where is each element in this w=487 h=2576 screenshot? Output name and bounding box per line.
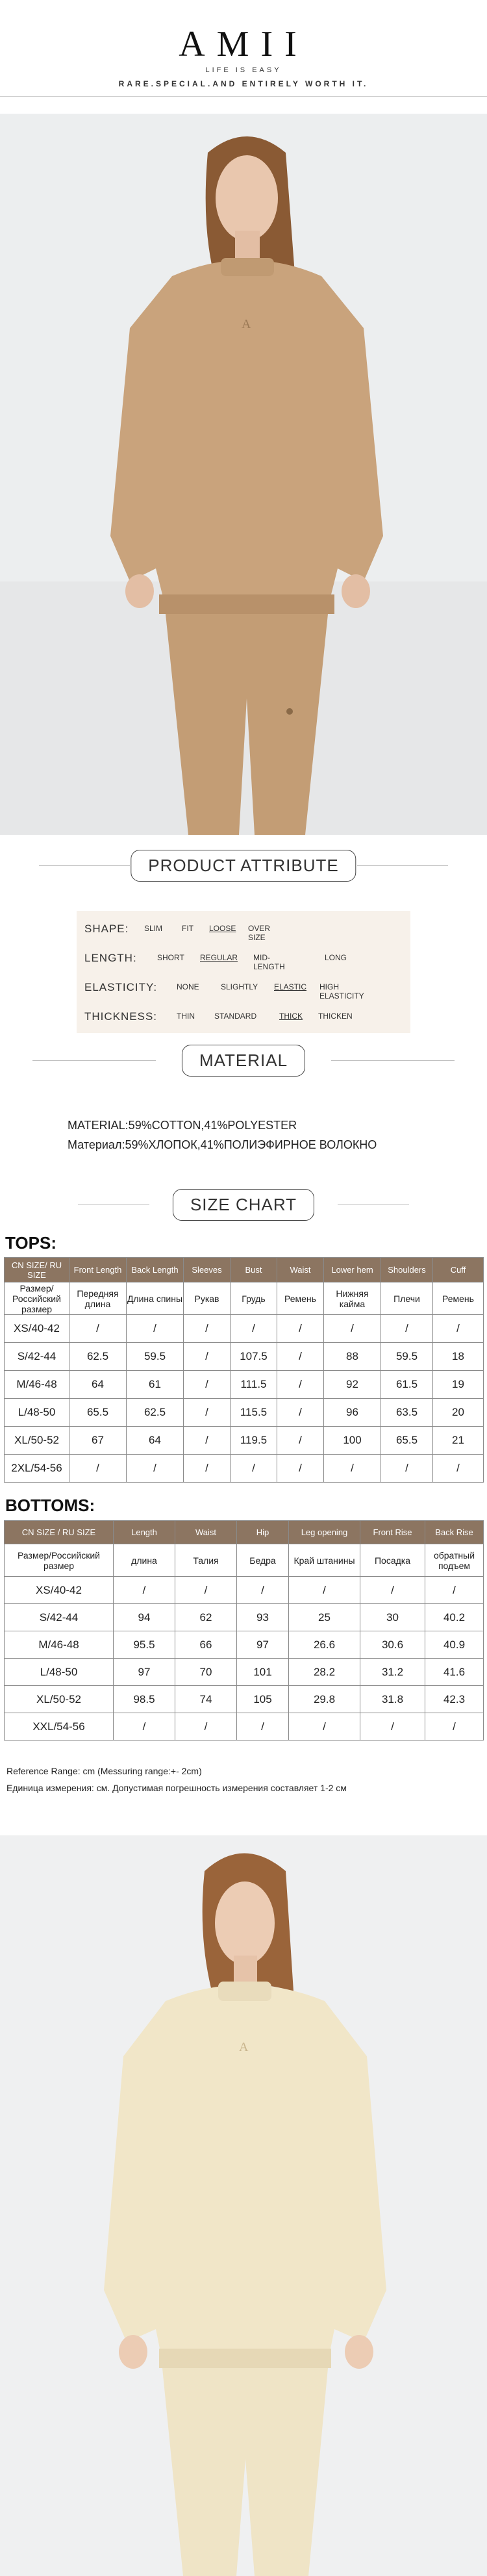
attr-elasticity-option: HIGH ELASTICITY <box>319 982 364 1001</box>
table-cell: 41.6 <box>425 1659 484 1686</box>
bottoms-ru-col: Посадка <box>360 1544 425 1577</box>
brand-header <box>0 0 487 97</box>
table-cell: / <box>433 1315 484 1343</box>
table-cell: 63.5 <box>381 1399 433 1427</box>
table-cell: / <box>277 1399 324 1427</box>
table-cell: / <box>175 1577 237 1604</box>
title-rule-left <box>32 1060 156 1061</box>
table-cell: / <box>184 1315 231 1343</box>
table-cell: 92 <box>324 1371 381 1399</box>
table-cell: 65.5 <box>69 1399 127 1427</box>
table-cell: L/48-50 <box>5 1659 114 1686</box>
table-cell: 97 <box>114 1659 175 1686</box>
table-cell: 100 <box>324 1427 381 1455</box>
tops-ru-col: Длина спины <box>127 1282 184 1315</box>
table-row <box>5 1399 484 1427</box>
bottoms-heading: BOTTOMS: <box>5 1496 95 1515</box>
table-cell: 94 <box>114 1604 175 1631</box>
table-row <box>5 1371 484 1399</box>
bottoms-size-table <box>4 1520 484 1741</box>
attr-shape-option: OVER SIZE <box>248 924 271 942</box>
tops-ru-col: Нижняя кайма <box>324 1282 381 1315</box>
table-cell: M/46-48 <box>5 1371 69 1399</box>
bottoms-ru-size-label: Размер/Российский размер <box>5 1544 114 1577</box>
table-cell: / <box>277 1455 324 1483</box>
table-cell: S/42-44 <box>5 1343 69 1371</box>
table-cell: 98.5 <box>114 1686 175 1713</box>
table-cell: / <box>277 1343 324 1371</box>
tops-ru-col: Ремень <box>277 1282 324 1315</box>
table-cell: 20 <box>433 1399 484 1427</box>
attr-length-option: LONG <box>325 953 347 962</box>
tops-ru-header-row <box>5 1282 484 1315</box>
table-cell: / <box>360 1713 425 1741</box>
table-cell: / <box>184 1455 231 1483</box>
product-photo-cream <box>0 1835 487 2576</box>
material-ru: Материал:59%ХЛОПОК,41%ПОЛИЭФИРНОЕ ВОЛОКНО <box>68 1138 377 1151</box>
table-cell: 30 <box>360 1604 425 1631</box>
attr-length-option: MID-LENGTH <box>253 953 285 971</box>
tops-ru-col: Передняя длина <box>69 1282 127 1315</box>
attr-length-option-selected: REGULAR <box>200 953 238 962</box>
brand-logo: AMII <box>179 24 308 64</box>
table-cell: 66 <box>175 1631 237 1659</box>
table-cell: 64 <box>69 1371 127 1399</box>
table-cell: / <box>289 1577 360 1604</box>
table-cell: 119.5 <box>231 1427 277 1455</box>
table-row <box>5 1659 484 1686</box>
table-cell: 62.5 <box>69 1343 127 1371</box>
tops-heading: TOPS: <box>5 1233 56 1253</box>
material-title: MATERIAL <box>182 1045 305 1077</box>
attr-thickness-label: THICKNESS: <box>84 1010 158 1023</box>
table-row <box>5 1315 484 1343</box>
table-cell: 97 <box>237 1631 289 1659</box>
table-cell: / <box>127 1315 184 1343</box>
attr-elasticity-option-selected: ELASTIC <box>274 982 307 991</box>
table-cell: 67 <box>69 1427 127 1455</box>
table-row <box>5 1427 484 1455</box>
tops-col-header: Sleeves <box>184 1258 231 1282</box>
table-cell: 31.8 <box>360 1686 425 1713</box>
table-cell: 61.5 <box>381 1371 433 1399</box>
bottoms-header-row <box>5 1521 484 1544</box>
bottoms-col-header: Back Rise <box>425 1521 484 1544</box>
section-title-size-chart <box>0 1189 487 1221</box>
table-cell: 115.5 <box>231 1399 277 1427</box>
table-row <box>5 1577 484 1604</box>
table-cell: 40.9 <box>425 1631 484 1659</box>
bottoms-col-header: Leg opening <box>289 1521 360 1544</box>
table-cell: / <box>184 1343 231 1371</box>
attr-thickness-option: THICKEN <box>318 1012 353 1021</box>
table-cell: / <box>69 1315 127 1343</box>
table-cell: / <box>114 1713 175 1741</box>
table-cell: / <box>289 1713 360 1741</box>
attr-shape-option: FIT <box>182 924 194 933</box>
table-row <box>5 1604 484 1631</box>
table-cell: / <box>127 1455 184 1483</box>
table-cell: 74 <box>175 1686 237 1713</box>
tops-col-header: Waist <box>277 1258 324 1282</box>
table-cell: / <box>433 1455 484 1483</box>
table-cell: / <box>381 1315 433 1343</box>
table-cell: 26.6 <box>289 1631 360 1659</box>
bottoms-ru-col: длина <box>114 1544 175 1577</box>
attr-elasticity-option: SLIGHTLY <box>221 982 258 991</box>
attribute-panel <box>77 911 410 1033</box>
title-rule-left <box>39 865 130 866</box>
table-row <box>5 1343 484 1371</box>
bottoms-ru-col: обратный подъем <box>425 1544 484 1577</box>
material-en: MATERIAL:59%COTTON,41%POLYESTER <box>68 1119 297 1132</box>
attr-thickness-option: STANDARD <box>214 1012 257 1021</box>
tops-ru-col: Плечи <box>381 1282 433 1315</box>
model-cream-illustration <box>0 1835 487 2576</box>
tops-col-header: Shoulders <box>381 1258 433 1282</box>
attr-shape-option-selected: LOOSE <box>209 924 236 933</box>
bottoms-ru-col: Край штанины <box>289 1544 360 1577</box>
tops-ru-col: Грудь <box>231 1282 277 1315</box>
table-cell: XL/50-52 <box>5 1686 114 1713</box>
tops-ru-col: Рукав <box>184 1282 231 1315</box>
table-cell: / <box>237 1577 289 1604</box>
table-row <box>5 1631 484 1659</box>
attr-elasticity-option: NONE <box>177 982 199 991</box>
table-cell: / <box>231 1455 277 1483</box>
bottoms-ru-col: Талия <box>175 1544 237 1577</box>
tops-size-table <box>4 1257 484 1483</box>
size-chart-title: SIZE CHART <box>173 1189 314 1221</box>
table-cell: / <box>324 1455 381 1483</box>
table-cell: 96 <box>324 1399 381 1427</box>
table-cell: 59.5 <box>381 1343 433 1371</box>
svg-text:A: A <box>242 317 251 331</box>
table-cell: / <box>324 1315 381 1343</box>
table-row <box>5 1455 484 1483</box>
table-cell: 2XL/54-56 <box>5 1455 69 1483</box>
table-cell: M/46-48 <box>5 1631 114 1659</box>
table-row <box>5 1686 484 1713</box>
measurement-note-ru: Единица измерения: см. Допустимая погрешность измерения составляет 1-2 см <box>6 1783 347 1793</box>
table-cell: L/48-50 <box>5 1399 69 1427</box>
table-cell: 42.3 <box>425 1686 484 1713</box>
table-cell: XL/50-52 <box>5 1427 69 1455</box>
attr-shape-option: SLIM <box>144 924 163 933</box>
table-cell: / <box>360 1577 425 1604</box>
table-cell: 21 <box>433 1427 484 1455</box>
bottoms-col-header: Length <box>114 1521 175 1544</box>
bottoms-ru-header-row <box>5 1544 484 1577</box>
table-cell: 28.2 <box>289 1659 360 1686</box>
table-cell: / <box>114 1577 175 1604</box>
table-cell: 40.2 <box>425 1604 484 1631</box>
attr-length-option: SHORT <box>157 953 184 962</box>
tops-size-header: CN SIZE/ RU SIZE <box>5 1258 69 1282</box>
table-cell: / <box>425 1577 484 1604</box>
table-cell: / <box>69 1455 127 1483</box>
brand-tagline: LIFE IS EASY <box>205 66 282 74</box>
bottoms-col-header: Hip <box>237 1521 289 1544</box>
table-cell: 31.2 <box>360 1659 425 1686</box>
tops-ru-size-label: Размер/ Российский размер <box>5 1282 69 1315</box>
table-cell: 107.5 <box>231 1343 277 1371</box>
tops-col-header: Bust <box>231 1258 277 1282</box>
brand-slogan: RARE.SPECIAL.AND ENTIRELY WORTH IT. <box>118 79 369 88</box>
table-cell: 19 <box>433 1371 484 1399</box>
measurement-note-en: Reference Range: cm (Messuring range:+- 2cm) <box>6 1766 202 1776</box>
table-cell: 62 <box>175 1604 237 1631</box>
section-title-material <box>0 1045 487 1077</box>
tops-col-header: Lower hem <box>324 1258 381 1282</box>
attr-length-label: LENGTH: <box>84 952 137 964</box>
tops-header-row <box>5 1258 484 1282</box>
table-cell: XS/40-42 <box>5 1577 114 1604</box>
table-cell: 101 <box>237 1659 289 1686</box>
tops-col-header: Front Length <box>69 1258 127 1282</box>
title-rule-right <box>331 1060 455 1061</box>
table-cell: XXL/54-56 <box>5 1713 114 1741</box>
section-title-attribute <box>0 850 487 882</box>
table-cell: / <box>231 1315 277 1343</box>
table-cell: 95.5 <box>114 1631 175 1659</box>
table-cell: 65.5 <box>381 1427 433 1455</box>
table-cell: 64 <box>127 1427 184 1455</box>
table-cell: / <box>425 1713 484 1741</box>
bottoms-col-header: Front Rise <box>360 1521 425 1544</box>
tops-ru-col: Ремень <box>433 1282 484 1315</box>
attr-thickness-option: THIN <box>177 1012 195 1021</box>
table-cell: / <box>237 1713 289 1741</box>
table-cell: / <box>184 1427 231 1455</box>
table-row <box>5 1713 484 1741</box>
table-cell: 59.5 <box>127 1343 184 1371</box>
table-cell: / <box>381 1455 433 1483</box>
bottoms-ru-col: Бедра <box>237 1544 289 1577</box>
table-cell: 29.8 <box>289 1686 360 1713</box>
svg-text:A: A <box>239 2040 249 2054</box>
table-cell: 62.5 <box>127 1399 184 1427</box>
table-cell: 25 <box>289 1604 360 1631</box>
table-cell: 70 <box>175 1659 237 1686</box>
bottoms-col-header: Waist <box>175 1521 237 1544</box>
table-cell: / <box>277 1427 324 1455</box>
attr-elasticity-label: ELASTICITY: <box>84 981 158 993</box>
table-cell: / <box>277 1371 324 1399</box>
table-cell: XS/40-42 <box>5 1315 69 1343</box>
table-cell: 111.5 <box>231 1371 277 1399</box>
table-cell: 30.6 <box>360 1631 425 1659</box>
table-cell: 88 <box>324 1343 381 1371</box>
table-cell: / <box>184 1399 231 1427</box>
table-cell: 93 <box>237 1604 289 1631</box>
product-photo-camel <box>0 114 487 835</box>
bottoms-size-header: CN SIZE / RU SIZE <box>5 1521 114 1544</box>
table-cell: 105 <box>237 1686 289 1713</box>
tops-col-header: Back Length <box>127 1258 184 1282</box>
table-cell: 18 <box>433 1343 484 1371</box>
attr-thickness-option-selected: THICK <box>279 1012 303 1021</box>
title-rule-right <box>357 865 448 866</box>
table-cell: / <box>277 1315 324 1343</box>
header-divider <box>0 96 487 97</box>
table-cell: / <box>175 1713 237 1741</box>
table-cell: S/42-44 <box>5 1604 114 1631</box>
model-camel-illustration <box>0 114 487 835</box>
tops-col-header: Cuff <box>433 1258 484 1282</box>
table-cell: 61 <box>127 1371 184 1399</box>
attribute-title: PRODUCT ATTRIBUTE <box>131 850 356 882</box>
attr-shape-label: SHAPE: <box>84 923 129 935</box>
table-cell: / <box>184 1371 231 1399</box>
